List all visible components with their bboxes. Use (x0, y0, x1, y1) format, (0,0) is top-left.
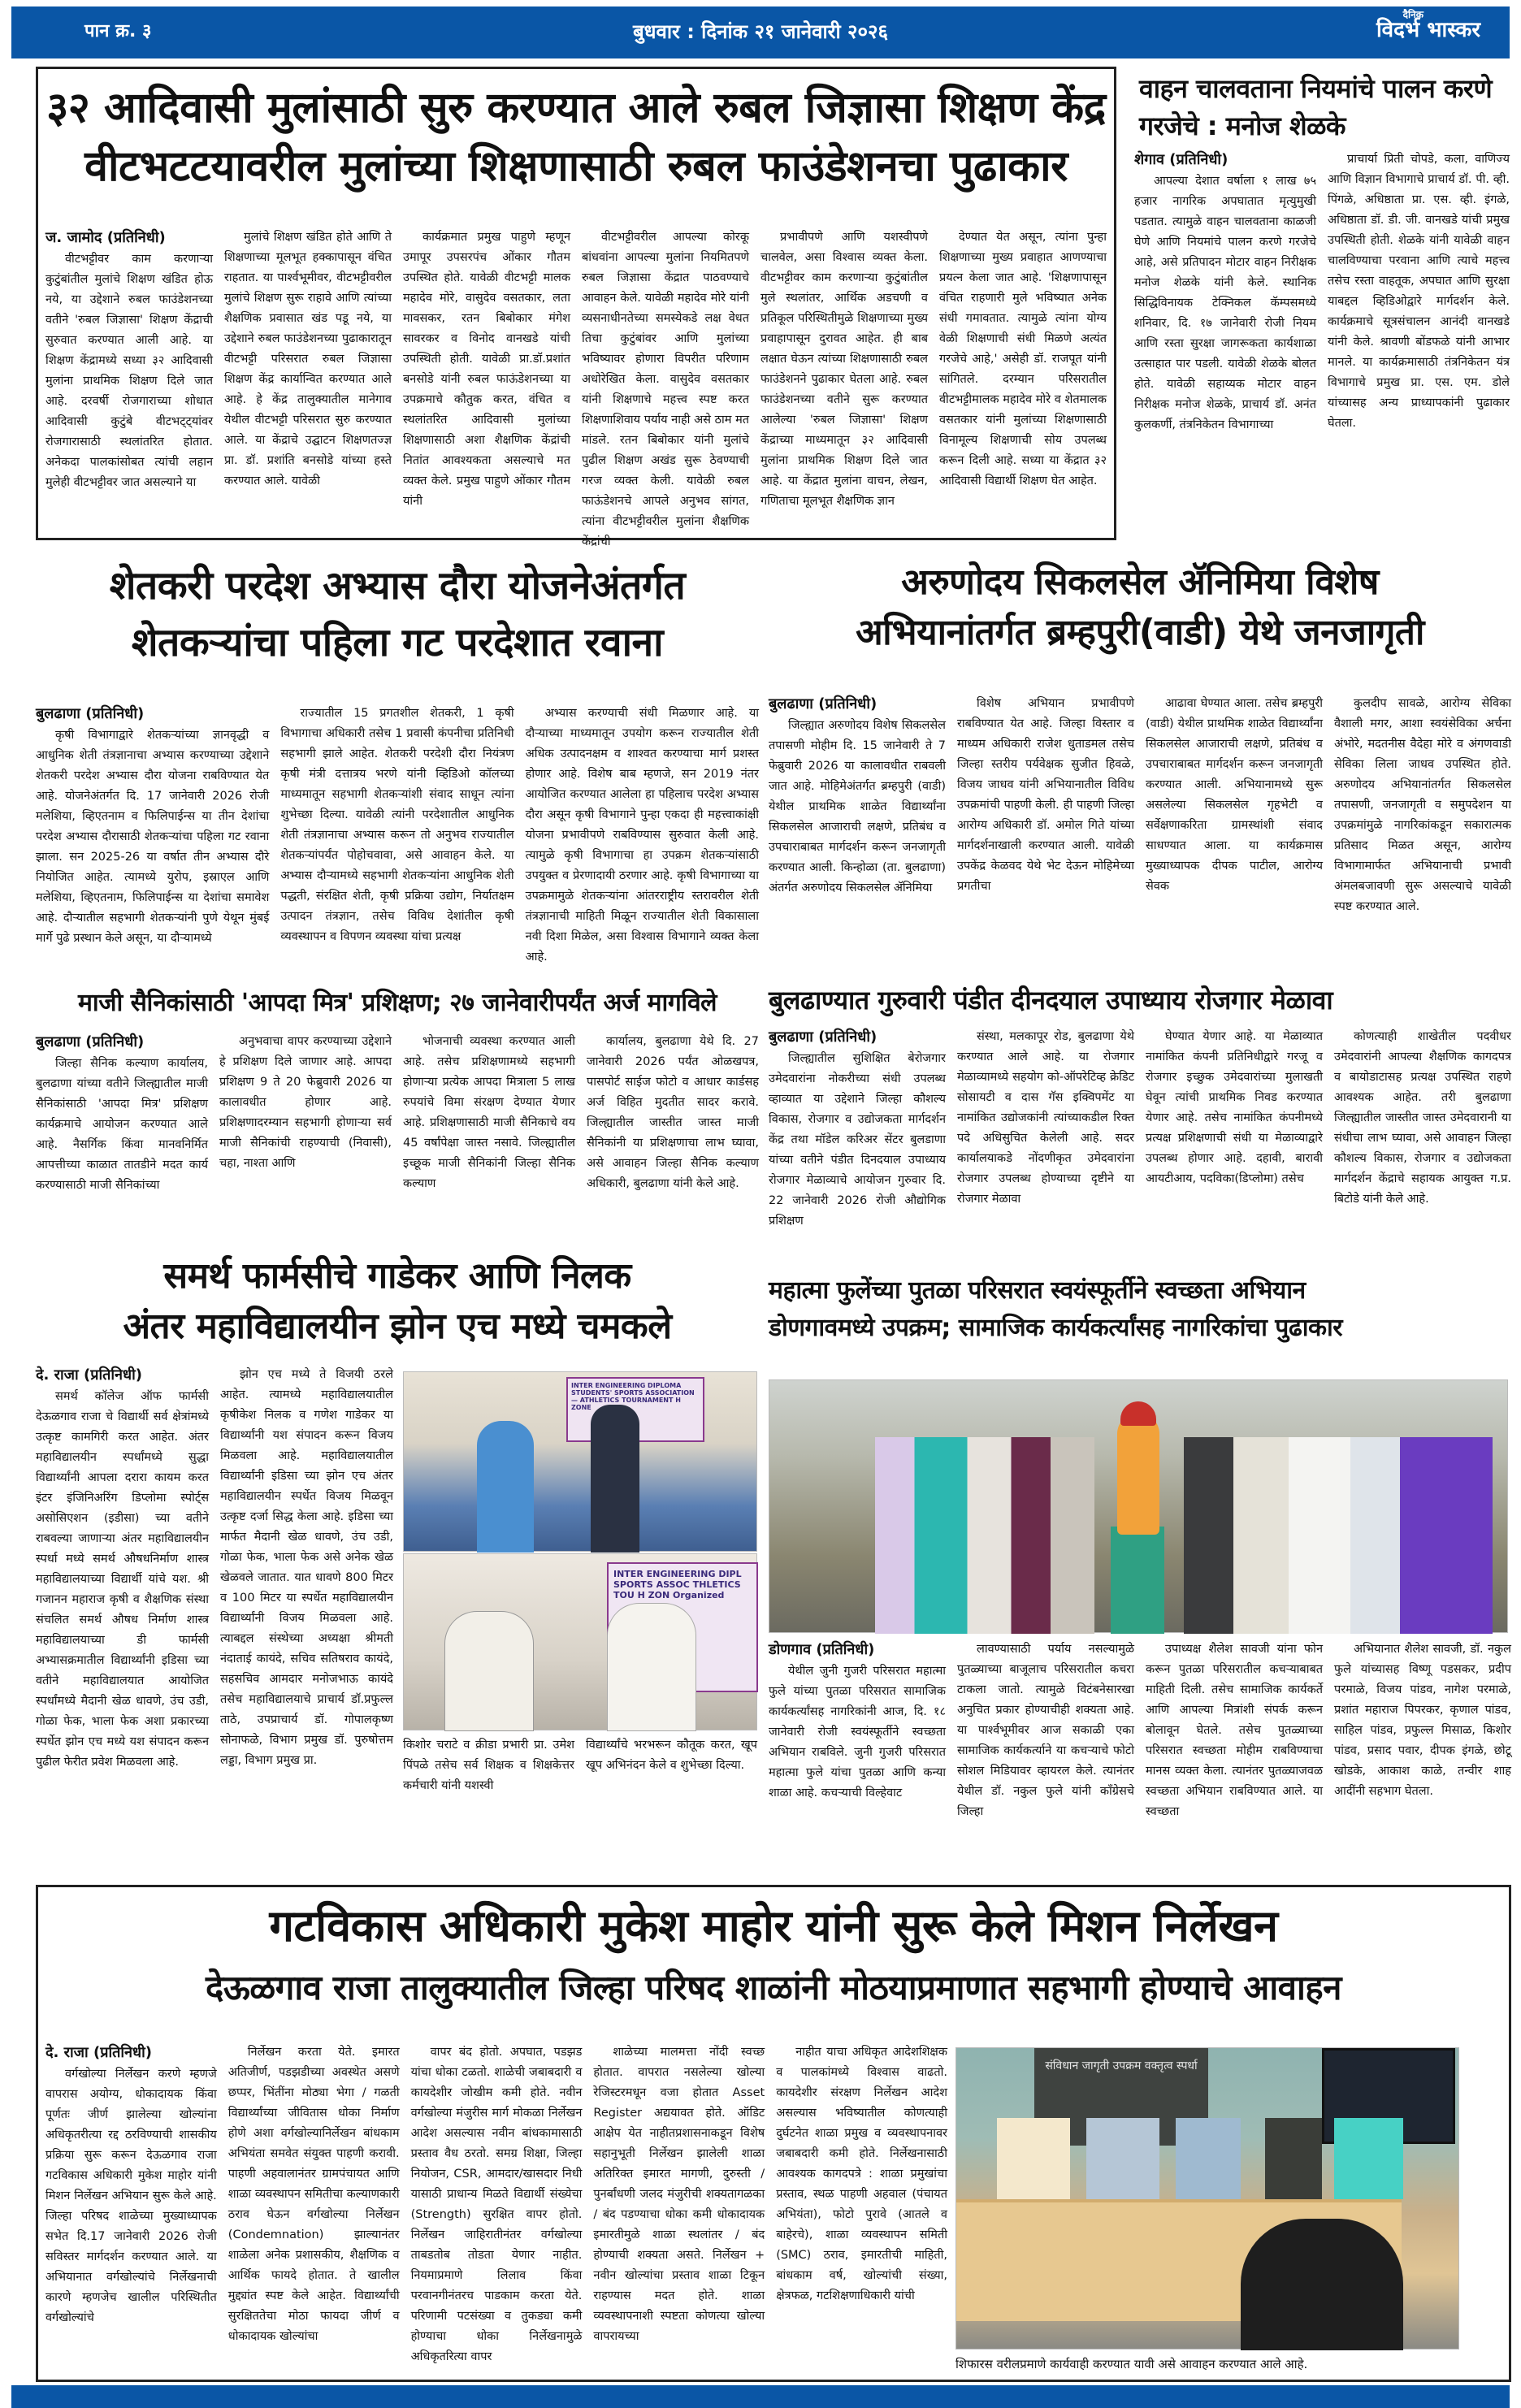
article-column (220, 1365, 393, 1877)
article-column (224, 227, 392, 530)
nirlekhan-body (46, 2042, 947, 2376)
article-text: अभ्यास करण्याची संधी मिळणार आहे. या दौऱ्याच्या माध्यमातून उपयोग करून राज्यातील शेती अधिक उत्पादनक्षम व शाश्वत करण्याचा मार्ग प्रशस्त होणार आहे. विशेष बाब म्हणजे, सन 2019 नंतर आयोजित करण्यात आलेला हा पहिलाच परदेश अभ्यास दौरा असून कृषी विभागाने पुन्हा एकदा ही महत्त्वाकांक्षी योजना प्रभावीपणे राबविण्यास सुरुवात केली आहे. त्यामुळे कृषी विभागाचा हा उपक्रम शेतकऱ्यांसाठी उपयुक्त व प्रेरणादायी ठरणार आहे. कृषी विभागाच्या या उपक्रमामुळे शेतकऱ्यांना आंतरराष्ट्रीय स्तरावरील शेती तंत्रज्ञानाची माहिती मिळून राज्यातील शेती विकासाला नवी दिशा मिळेल, असा विश्वास विभागाने व्यक्त केला आहे. (525, 707, 759, 964)
photo-banner: INTER ENGINEERING DIPLOMA STUDENTS' SPORTS ASSOCIATION — ATHLETICS TOURNAMENT H ZONE (566, 1377, 704, 1442)
headline-vahan: वाहन चालवताना नियमांचे पालन करणे गरजेचे : मनोज शेळके (1139, 73, 1493, 141)
statue-pedestal (1111, 1527, 1164, 1634)
article-column (403, 227, 570, 530)
article-column (411, 2042, 583, 2376)
aapda-body (36, 1032, 759, 1235)
article-column (1334, 1639, 1511, 1877)
article-column (1146, 1639, 1323, 1877)
article-text: कृषी विभागाद्वारे शेतकऱ्यांच्या ज्ञानवृद्धी व आधुनिक शेती तंत्रज्ञानाचा अभ्यास करण्याच्या उद्देशाने शेतकरी परदेश अभ्यास दौरा योजना राबविण्यात येत आहे. योजनेअंतर्गत दि. 17 जानेवारी 2026 रोजी मलेशिया, व्हिएतनाम व फिलिपाईन्स या तीन देशांचा परदेश अभ्यास दौरासाठी शेतकऱ्यांचा पहिला गट रवाना झाला. सन 2025-26 या वर्षात तीन अभ्यास दौरे नियोजित आहेत. त्यामध्ये युरोप, इस्राएल आणि मलेशिया, व्हिएतनाम, फिलिपाईन्स या देशांचा समावेश आहे. दौऱ्यातील सहभागी शेतकऱ्यांनी पुणे येथून मुंबई मार्गे पुढे प्रस्थान केले असून, या दौऱ्यामध्ये (36, 729, 270, 945)
samarth-caption (403, 1735, 757, 1800)
article-text: कुलदीप सावळे, आरोग्य सेविका वैशाली मगर, आशा स्वयंसेविका अर्चना अंभोरे, मदतनीस वैदेहा मोरे व अंगणवाडी सेविका लिला जाधव उपस्थित होते. अरुणोदय अभियानांतर्गत सिकलसेल तपासणी, जनजागृती व समुपदेशन या उपक्रमांमुळे नागरिकांकडून सकारात्मक प्रतिसाद मिळत असून, आरोग्य विभागामार्फत अभियानाची प्रभावी अंमलबजावणी सुरू असल्याचे यावेळी स्पष्ट करण्यात आले. (1334, 697, 1511, 913)
article-text: आढावा घेण्यात आला. तसेच ब्रम्हपुरी (वाडी) येथील प्राथमिक शाळेत विद्यार्थ्यांना सिकलसेल आजाराची लक्षणे, प्रतिबंध व उपचाराबाबत मार्गदर्शन करून जनजागृती करण्यात आली. अभियानामध्ये सुरू असलेल्या सिकलसेल गृहभेटी व सर्वेक्षणाकरिता ग्रामस्थांशी संवाद साधण्यात आला. या कार्यक्रमास मुख्याध्यापक दीपक पाटील, आरोग्य सेवक (1146, 697, 1323, 893)
article-text: जिल्ह्यातील सुशिक्षित बेरोजगार उमेदवारांना नोकरीच्या संधी उपलब्ध व्हाव्यात या उद्देशाने जिल्हा कौशल्य विकास, रोजगार व उद्योजकता मार्गदर्शन केंद्र तथा मॉडेल करिअर सेंटर बुलडाणा यांच्या वतीने पंडीत दिनदयाल उपाध्याय रोजगार मेळाव्याचे आयोजन गुरुवार दि. 22 जानेवारी 2026 रोजी औद्योगिक प्रशिक्षण (769, 1052, 946, 1228)
article-text: प्रभावीपणे आणि यशस्वीपणे चालवेल, असा विश्वास व्यक्त केला. वीटभट्टीवर काम करणाऱ्या कुटुंबांतील मुले स्थलांतर, आर्थिक अडचणी व प्रतिकूल परिस्थितीमुळे शिक्षणाच्या मुख्य प्रवाहापासून दुरावत आहेत. ही बाब लक्षात घेऊन त्यांच्या शिक्षणासाठी रुबल फाउंडेशनने पुढाकार घेतला आहे. रुबल फाउंडेशनच्या वतीने सुरू करण्यात आलेल्या 'रुबल जिज्ञासा' शिक्षण केंद्राच्या माध्यमातून ३२ आदिवासी मुलांना प्राथमिक शिक्षण दिले जात आहे. या केंद्रात मुलांना वाचन, लेखन, गणिताचा मूलभूत शैक्षणिक ज्ञान (760, 231, 928, 508)
article-text: नाहीत याचा अधिकृत आदेशशिक्षक व पालकांमध्ये विश्वास वाढतो. कायदेशीर संरक्षण निर्लेखन आदेश असल्यास भविष्यातील कोणत्याही दुर्घटनेत शाळा प्रमुख व व्यवस्थापनावर जबाबदारी कमी होते. निर्लेखनासाठी आवश्यक कागदपत्रे : शाळा प्रमुखांचा प्रस्ताव, स्थळ पाहणी अहवाल (पंचायत अभियंता), फोटो पुरावे (आतले व बाहेरचे), शाळा व्यवस्थापन समिती (SMC) ठराव, इमारतीची माहिती, बांधकाम वर्ष, खोल्यांची संख्या, क्षेत्रफळ, गटशिक्षणाधिकारी यांची (776, 2046, 947, 2302)
article-text: आपल्या देशात वर्षाला १ लाख ७५ हजार नागरिक अपघातात मृत्युमुखी पडतात. त्यामुळे वाहन चालवताना काळजी घेणे आणि नियमांचे पालन करणे गरजेचे आहे, असे प्रतिपादन मोटार वाहन निरीक्षक मनोज शेळके यांनी केले. स्थानिक सिद्धिविनायक टेक्निकल कॅम्पसमध्ये शनिवार, दि. १७ जानेवारी रोजी नियम आणि रस्ता सुरक्षा जागरूकता कार्यशाळा उत्साहात पार पडली. यावेळी शेळके बोलत होते. यावेळी सहाय्यक मोटार वाहन निरीक्षक मनोज शेळके, प्राचार्य डॉ. अनंत कुलकर्णी, तंत्रनिकेतन विभागाच्या (1134, 175, 1316, 431)
article-column (582, 227, 749, 548)
footer-bar (11, 2385, 1510, 2408)
article-text: जिल्ह्यात अरुणोदय विशेष सिकलसेल तपासणी मोहीम दि. 15 जानेवारी ते 7 फेब्रुवारी 2026 या कालावधीत राबवली जात आहे. मोहिमेअंतर्गत ब्रम्हपुरी (वाडी) येथील प्राथमिक शाळेत विद्यार्थ्यांना सिकलसेल आजाराची लक्षणे, प्रतिबंध व उपचाराबाबत मार्गदर्शन करून जनजागृती करण्यात आली. किन्होळा (ता. बुलढाणा) अंतर्गत अरुणोदय सिकलसेल ॲनिमिया (769, 719, 946, 894)
newspaper-brand (1376, 10, 1480, 41)
article-column (587, 1032, 759, 1235)
article-column (1328, 149, 1510, 539)
article-text: कोणत्याही शाखेतील पदवीधर उमेदवारांनी आपल्या शैक्षणिक कागदपत्र व बायोडाटासह प्रत्यक्ष उपस्थित राहणे आवश्यक आहेत. तरी बुलढाणा जिल्ह्यातील जास्तीत जास्त उमेदवारानी या संधीचा लाभ घ्यावा, असे आवाहन जिल्हा कौशल्य विकास, रोजगार व उद्योजकता मार्गदर्शन केंद्राचे सहायक आयुक्त ग.प्र. बिटोडे यांनी केले आहे. (1334, 1030, 1511, 1206)
brand-prefix: दैनिक (1402, 9, 1424, 20)
dateline: ज. जामोद (प्रतिनिधी) (46, 229, 166, 246)
dateline: बुलढाणा (प्रतिनिधी) (769, 1029, 878, 1046)
article-column (36, 1365, 209, 1877)
article-text: देण्यात येत असून, त्यांना पुन्हा शिक्षणाच्या मुख्य प्रवाहात आणण्याचा प्रयत्न केला जात आहे. 'शिक्षणापासून वंचित राहणारी मुले भविष्यात अनेक संधी गमावतात. त्यामुळे त्यांना योग्य वेळी शिक्षणाची संधी मिळणे अत्यंत गरजेचे आहे,' असेही डॉ. राजपूत यांनी सांगितले. दरम्यान परिसरातील वीटभट्टीमालक महादेव मोरे व शेतमालक वसतकार यांनी मुलांच्या शिक्षणासाठी विनामूल्य शिक्षणाची सोय उपलब्ध करून दिली आहे. सध्या या केंद्रात ३२ आदिवासी विद्यार्थी शिक्षण घेत आहेत. (939, 231, 1107, 487)
photo-caption-right: विद्यार्थ्यांचे भरभरून कौतूक करत, खूप खूप अभिनंदन केले व शुभेच्छा दिल्या. (586, 1739, 757, 1772)
article-text: वापर बंद होतो. अपघात, पडझड यांचा धोका टळतो. शाळेची जबाबदारी व कायदेशीर जोखीम कमी होते. नवीन वर्गखोल्या मंजुरीस मार्ग मोकळा निर्लेखन आदेश असल्यास नवीन बांधकामासाठी प्रस्ताव वैध ठरतो. समग्र शिक्षा, जिल्हा नियोजन, CSR, आमदार/खासदार निधी यासाठी प्राधान्य मिळते विद्यार्थी संख्येचा (Strength) सुरक्षित वापर होतो. निर्लेखन जाहिरातीनंतर वर्गखोल्या ताबडतोब तोडता येणार नाहीत. नियमाप्रमाणे लिलाव किंवा परवानगीनंतरच पाडकाम करता येते. परिणामी पटसंख्या व तुकड्या कमी होण्याचा धोका निर्लेखनामुळे अधिकृतरित्या वापर (410, 2046, 583, 2363)
headline-phule-1: महात्मा फुलेंच्या पुतळा परिसरात स्वयंस्फूर्तीने स्वच्छता अभियान (769, 1276, 1306, 1305)
article-aapda (36, 983, 759, 1235)
article-column (769, 1639, 946, 1877)
dateline: बुलढाणा (प्रतिनिधी) (36, 705, 145, 722)
rubal-body (46, 227, 1107, 548)
dateline: शेगाव (प्रतिनिधी) (1134, 151, 1228, 168)
person-group-right (1184, 1437, 1493, 1634)
article-column (769, 694, 946, 929)
masthead (11, 6, 1510, 58)
article-text: वीटभट्टीवरील आपल्या कोरकू बांधवांना आपल्या मुलांना नियमितपणे रुबल जिज्ञासा केंद्रात पाठवण्याचे आवाहन केले. यावेळी महादेव मोरे यांनी व्यसनाधीनतेच्या समस्येकडे लक्ष वेधत तिचा कुटुंबांवर आणि मुलांच्या भविष्यावर होणारा विपरीत परिणाम अधोरेखित केला. वासुदेव वसतकार यांनी शिक्षणाचे महत्त्व स्पष्ट करत शिक्षणाशिवाय पर्याय नाही असे ठाम मत मांडले. रतन बिबोकार यांनी मुलांचे पुढील शिक्षण अखंड सुरू ठेवण्याची गरज व्यक्त केली. यावेळी रुबल फाऊंडेशनचे आपले अनुभव सांगत, त्यांना वीटभट्टीवरील मुलांना शैक्षणिक केंद्रांची (582, 231, 749, 548)
article-text: प्राचार्या प्रिती चोपडे, कला, वाणिज्य आणि विज्ञान विभागाचे प्राचार्य डॉ. पी. व्ही. पिंगळे, अधिष्ठाता प्रा. एस. व्ही. इंगळे, अधिष्ठाता डॉ. डी. जी. वानखडे यांची प्रमुख उपस्थिती होती. शेळके यांनी यावेळी वाहन चालविण्याचा परवाना आणि त्याचे महत्त्व तसेच रस्ता वाहतूक, अपघात आणि सुरक्षा याबद्दल व्हिडिओद्वारे मार्गदर्शन केले. कार्यक्रमाचे सूत्रसंचालन आनंदी वानखडे यांनी केले. श्रावणी बोंडफळे यांनी आभार मानले. या कार्यक्रमासाठी तंत्रनिकेतन यंत्र विभागाचे प्रमुख प्रा. एस. एम. डोले यांच्यासह अन्य प्राध्यापकांनी पुढाकार घेतला. (1328, 153, 1510, 430)
statue-cleanup-photo (769, 1379, 1508, 1633)
headline-aapda: माजी सैनिकांसाठी 'आपदा मित्र' प्रशिक्षण; २७ जानेवारीपर्यंत अर्ज मागविले (77, 989, 717, 1017)
article-column (1146, 1027, 1323, 1248)
article-arunoday (769, 557, 1511, 931)
brand-name: विदर्भ भास्कर (1376, 18, 1480, 42)
headline-rojgar: बुलढाण्यात गुरुवारी पंडीत दीनदयाल उपाध्याय रोजगार मेळावा (769, 985, 1333, 1016)
issue-date: बुधवार : दिनांक २१ जानेवारी २०२६ (633, 20, 888, 43)
article-shetkari (36, 557, 759, 964)
dateline: दे. राजा (प्रतिनिधी) (36, 1366, 142, 1384)
article-text: अभियानात शैलेश सावजी, डॉ. नकुल फुले यांच्यासह विष्णू पडसकर, प्रदीप परमाळे, विजय पांडव, नागेश परमाळे, प्रशांत महाराज पिपरकर, कृणाल पांडव, साहिल पांडव, प्रफुल्ल मिसाळ, किशोर पांडव, प्रसाद पवार, दीपक इंगळे, छोटू खोडके, आकाश काळे, तन्वीर शाह आदींनी सहभाग घेतला. (1334, 1643, 1511, 1798)
blackboard: संविधान जागृती उपक्रम वक्तृत्व स्पर्धा (1034, 2048, 1208, 2146)
article-text: शाळेच्या मालमत्ता नोंदी स्वच्छ होतात. वापरात नसलेल्या खोल्या रेजिस्टरमधून वजा होतात Asset Register अद्ययावत होते. ऑडिट आक्षेप येत नाहीतप्रशासनाकडून विशेष सहानुभूती निर्लेखन झालेली शाळा अतिरिक्त इमारत मागणी, दुरुस्ती / पुनर्बांधणी जलद मंजुरीची शक्यतागळका / बंद पडण्याचा धोका कमी धोकादायक इमारतीमुळे शाळा स्थलांतर / बंद होण्याची शक्यता असते. निर्लेखन + नवीन खोल्यांचा प्रस्ताव शाळा टिकून राहण्यास मदत होते. शाळा व्यवस्थापनाशी स्पष्टता कोणत्या खोल्या वापरायच्या (593, 2046, 765, 2343)
meeting-photo (956, 2047, 1459, 2350)
statue-bust (1117, 1413, 1159, 1535)
article-text: निर्लेखन करता येते. इमारत अतिजीर्ण, पडझडीच्या अवस्थेत असणे छप्पर, भिंतींना मोठ्या भेगा / गळती विद्यार्थ्यांच्या जीवितास धोका निर्माण होणे अशा वर्गखोल्यानिर्लेखन बांधकाम अभियंता समवेत संयुक्त पाहणी करावी. पाहणी अहवालानंतर ग्रामपंचायत आणि शाळा व्यवस्थापन समितीचा कल्याणकारी ठराव घेऊन वर्गखोल्या निर्लेखन (Condemnation) झाल्यानंतर शाळेला अनेक प्रशासकीय, शैक्षणिक व आर्थिक फायदे होतात. ते खालील मुद्द्यांत स्पष्ट केले आहेत. विद्यार्थ्यांची सुरक्षिततेचा मोठा फायदा जीर्ण व धोकादायक खोल्यांचा (228, 2046, 400, 2343)
article-text: राज्यातील 15 प्रगतशील शेतकरी, 1 कृषी विभागाचा अधिकारी तसेच 1 प्रवासी कंपनीचा प्रतिनिधी सहभागी झाले आहेत. शेतकरी परदेशी दौरा नियंत्रण कृषी मंत्री दत्तात्रय भरणे यांनी व्हिडिओ कॉलच्या माध्यमातून सहभागी शेतकऱ्यांशी संवाद साधून त्यांना शुभेच्छा दिल्या. यावेळी त्यांनी परदेशातील आधुनिक शेती तंत्रज्ञानाचा अभ्यास करून तो अनुभव राज्यातील शेतकऱ्यांपर्यंत पोहोचवावा, असे आवाहन केले. या अभ्यास दौऱ्यामध्ये सहभागी शेतकऱ्यांना आधुनिक शेती पद्धती, संरक्षित शेती, कृषी प्रक्रिया उद्योग, निर्यातक्षम उत्पादन तंत्रज्ञान, तसेच विविध देशांतील कृषी व्यवस्थापन व विपणन व्यवस्था यांचा प्रत्यक्ष (280, 707, 514, 943)
article-column (593, 2042, 765, 2376)
article-column (46, 2042, 217, 2376)
meeting-photo-caption: शिफारस वरीलप्रमाणे कार्यवाही करण्यात यावी असे आवाहन करण्यात आले आहे. (956, 2357, 1308, 2371)
article-column (1146, 694, 1323, 929)
person-student (607, 1603, 696, 1731)
page-number: पान क्र. ३ (84, 21, 152, 41)
rojgar-body (769, 1027, 1511, 1248)
article-column (525, 704, 759, 964)
statue-turban (1120, 1401, 1156, 1426)
article-column (36, 1032, 208, 1235)
article-vahan (1131, 70, 1511, 541)
article-phule (769, 1272, 1511, 1877)
photo-banner: INTER ENGINEERING DIPL SPORTS ASSOC THLETICS TOU H ZON Organized (607, 1562, 758, 1692)
article-column (1134, 149, 1316, 539)
article-column (228, 2042, 400, 2376)
article-text: अनुभवाचा वापर करण्याच्या उद्देशाने हे प्रशिक्षण दिले जाणार आहे. आपदा प्रशिक्षण 9 ते 20 फेब्रुवारी 2026 या कालावधीत होणार आहे. प्रशिक्षणादरम्यान सहभागी होणाऱ्या सर्व माजी सैनिकांची राहण्याची (निवासी), चहा, नाश्ता आणि (219, 1035, 392, 1170)
headline-phule-2: डोणगावमध्ये उपक्रम; सामाजिक कार्यकर्त्यांसह नागरिकांचा पुढाकार (769, 1314, 1343, 1342)
article-column (46, 227, 213, 530)
article-column (403, 1032, 575, 1235)
headline-arunoday-1: अरुणोदय सिकलसेल ॲनिमिया विशेष (901, 561, 1379, 603)
article-text: जिल्हा सैनिक कल्याण कार्यालय, बुलढाणा यांच्या वतीने जिल्ह्यातील माजी सैनिकांसाठी 'आपदा मित्र' प्रशिक्षण कार्यक्रमाचे आयोजन करण्यात आले आहे. नैसर्गिक किंवा मानवनिर्मित आपत्तीच्या काळात तातडीने मदत कार्य करण्यासाठी माजी सैनिकांच्या (36, 1057, 208, 1192)
headline-rubal-1: ३२ आदिवासी मुलांसाठी सुरु करण्यात आले रुबल जिज्ञासा शिक्षण केंद्र (46, 84, 1106, 132)
article-text: वर्गखोल्या निर्लेखन करणे म्हणजे वापरास अयोग्य, धोकादायक किंवा पूर्णतः जीर्ण झालेल्या खोल्यांना अधिकृतरीत्या रद्द ठरविण्याची शासकीय प्रक्रिया सुरू करून देऊळगाव राजा गटविकास अधिकारी मुकेश माहोर यांनी मिशन निर्लेखन अभियान सुरू केले आहे. जिल्हा परिषद शाळेच्या मुख्याध्यापक सभेत दि.17 जानेवारी 2026 रोजी सविस्तर मार्गदर्शन करण्यात आले. या अभियानात वर्गखोल्यांचे निर्लेखनाची कारणे म्हणजेच खालील परिस्थितीत वर्गखोल्यांचे (46, 2068, 217, 2324)
article-column (776, 2042, 947, 2376)
article-column (939, 227, 1107, 530)
article-column (760, 227, 928, 530)
headline-samarth-1: समर्थ फार्मसीचे गाडेकर आणि निलक (163, 1255, 631, 1297)
article-text: वीटभट्टीवर काम करणाऱ्या कुटुंबांतील मुलांचे शिक्षण खंडित होऊ नये, या उद्देशाने रुबल फाउंडेशनच्या वतीने 'रुबल जिज्ञासा' शिक्षण केंद्राची सुरुवात करण्यात आली आहे. या शिक्षण केंद्रामध्ये सध्या ३२ आदिवासी मुलांना प्राथमिक शिक्षण दिले जात आहे. दरवर्षी रोजगाराच्या शोधात आदिवासी कुटुंबे वीटभट्ट्यांवर रोजगारासाठी स्थलांतरित होतात. अनेकदा पालकांसोबत त्यांची लहान मुलेही वीटभट्टीवर जात असल्याने या (46, 253, 213, 489)
dateline: डोणगाव (प्रतिनिधी) (769, 1641, 875, 1658)
article-column (1334, 1027, 1511, 1248)
person-student (591, 1405, 639, 1553)
headline-nirlekhan-1: गटविकास अधिकारी मुकेश माहोर यांनी सुरू केले मिशन निर्लेखन (269, 1900, 1278, 1951)
article-column (957, 1639, 1134, 1877)
article-text: समर्थ कॉलेज ऑफ फार्मसी देऊळगाव राजा चे विद्यार्थी सर्व क्षेत्रांमध्ये उत्कृष्ट कामगिरी करत आहेत. अंतर महाविद्यालयीन स्पर्धांमध्ये सुद्धा विद्यार्थ्यांनी आपला दरारा कायम करत इंटर इंजिनिअरिंग डिप्लोमा स्पोर्ट्स असोसिएशन (इडीसा) च्या वतीने राबवल्या जाणाऱ्या अंतर महाविद्यालयीन स्पर्धा मध्ये समर्थ औषधनिर्माण शास्त्र महाविद्यालयाच्या विद्यार्थी यांचे यश. श्री गजानन महाराज कृषी व शैक्षणिक संस्था संचलित समर्थ औषध निर्माण शास्त्र महाविद्यालयाच्या डी फार्मसी अभ्यासक्रमातील विद्यार्थ्यांनी इडिसा च्या वतीने महाविद्यालयात आयोजित स्पर्धांमध्ये मैदानी खेळ धावणे, उंच उडी, गोळा फेक, भाला फेक अशा प्रकारच्या स्पर्धेत झोन एच मध्ये यश संपादन करून पुढील फेरीत प्रवेश मिळवला आहे. (36, 1390, 209, 1769)
person-woman (477, 1421, 534, 1553)
article-text: कार्यालय, बुलढाणा येथे दि. 27 जानेवारी 2026 पर्यंत ओळखपत्र, पासपोर्ट साईज फोटो व आधार कार्डसह अर्ज विहित मुदतीत सादर करावे. जिल्ह्यातील जास्तीत जास्त माजी सैनिकांनी या प्रशिक्षणाचा लाभ घ्यावा, असे आवाहन जिल्हा सैनिक कल्याण अधिकारी, बुलढाणा यांनी केले आहे. (587, 1035, 759, 1190)
shetkari-body (36, 704, 759, 964)
article-text: झोन एच मध्ये ते विजयी ठरले आहेत. त्यामध्ये महाविद्यालयातील कृषीकेश निलक व गणेश गाडेकर या विद्यार्थ्यांनी यश संपादन करून विजय मिळवला आहे. महाविद्यालयातील विद्यार्थ्यांनी इडिसा च्या झोन एच अंतर महाविद्यालयीन स्पर्धेत विजय मिळवून उत्कृष्ट दर्जा सिद्ध केला आहे. इडिसा च्या मार्फत मैदानी खेळ धावणे, उंच उडी, गोळा फेक, भाला फेक असे अनेक खेळ खेळवले जातात. यात धावणे 800 मिटर व 100 मिटर या स्पर्धेत महाविद्यालयीन विद्यार्थ्यांनी विजय मिळवला आहे. त्याबद्दल संस्थेच्या अध्यक्षा श्रीमती नंदाताई कायंदे, सचिव सतिषराव कायंदे, सहसचिव आमदार मनोजभाऊ कायंदे तसेच महाविद्यालयाचे प्राचार्य डॉ.प्रफुल्ल ताठे, उपप्राचार्य डॉ. गोपालकृष्ण सोनाफळे, विभाग प्रमुख डॉ. पुरुषोत्तम लड्डा, विभाग प्रमुख प्रा. (220, 1368, 393, 1767)
article-column (219, 1032, 392, 1235)
headline-shetkari-2: शेतकऱ्यांचा पहिला गट परदेशात रवाना (131, 620, 664, 665)
headline-shetkari-1: शेतकरी परदेश अभ्यास दौरा योजनेअंतर्गत (109, 563, 686, 608)
dateline: बुलढाणा (प्रतिनिधी) (769, 695, 878, 712)
award-photo-1 (403, 1371, 757, 1552)
article-rojgar (769, 980, 1511, 1248)
arunoday-body (769, 694, 1511, 929)
article-text: संस्था, मलकापूर रोड, बुलढाणा येथे करण्यात आले आहे. या रोजगार मेळाव्यामध्ये सहयोग को-ऑपरेटिव्ह क्रेडिट सोसायटी व दास गॅस इक्विपमेंट या नामांकित उद्योजकांनी त्यांच्याकडील रिक्त पदे अधिसुचित केलेली आहे. सदर कार्यालयाकडे नोंदणीकृत उमेदवारांना रोजगार उपलब्ध होण्याच्या दृष्टीने या रोजगार मेळावा (957, 1030, 1134, 1206)
audience-member (1241, 2219, 1403, 2350)
article-column (1334, 694, 1511, 929)
headline-nirlekhan-2: देऊळगाव राजा तालुक्यातील जिल्हा परिषद शाळांनी मोठयाप्रमाणात सहभागी होण्याचे आवाहन (206, 1968, 1341, 2007)
vahan-body (1134, 149, 1510, 539)
article-text: उपाध्यक्ष शैलेश सावजी यांना फोन करून पुतळा परिसरातील कचऱ्याबाबत माहिती दिली. तसेच सामाजिक कार्यकर्ते आणि आपल्या मित्रांशी संपर्क करून बोलावून घेतले. तसेच पुतळ्याच्या परिसरात स्वच्छता मोहीम राबविण्याचा मानस व्यक्त केला. त्यानंतर पुतळ्याजवळ स्वच्छता अभियान राबविण्यात आले. या स्वच्छता (1146, 1643, 1323, 1818)
article-text: विशेष अभियान प्रभावीपणे राबविण्यात येत आहे. जिल्हा विस्तार व माध्यम अधिकारी राजेश धुताडमल तसेच जिल्हा स्तरीय पर्यवेक्षक सुजीत हिवळे, विजय जाधव यांनी अभियानातील विविध उपक्रमांची पाहणी केली. ही पाहणी जिल्हा आरोग्य अधिकारी डॉ. अमोल गिते यांच्या मार्गदर्शनाखाली करण्यात आली. यावेळी उपकेंद्र केळवद येथे भेट देऊन मोहिमेच्या प्रगतीचा (957, 697, 1134, 893)
article-column (957, 1027, 1134, 1248)
samarth-body (36, 1365, 393, 1877)
phule-body (769, 1639, 1511, 1877)
article-column (769, 1027, 946, 1248)
person-group-left (875, 1437, 1094, 1634)
dateline: बुलढाणा (प्रतिनिधी) (36, 1033, 145, 1050)
article-column (36, 704, 270, 945)
article-text: कार्यक्रमात प्रमुख पाहुणे म्हणून उमापूर उपसरपंच ओंकार गौतम उपस्थित होते. यावेळी वीटभट्टी मालक महादेव मोरे, वासुदेव वसतकार, लता मावसकर, रतन बिबोकार मंगेश सावरकर व विनोद वानखडे यांची उपस्थिती होती. यावेळी प्रा.डॉ.प्रशांत बनसोडे यांनी रुबल फाऊंडेशनच्या या उपक्रमाचे कौतुक करत, वंचित व स्थलांतरित आदिवासी मुलांच्या शिक्षणासाठी अशा शैक्षणिक केंद्रांची नितांत आवश्यकता असल्याचे मत व्यक्त केले. प्रमुख पाहुणे ओंकार गौतम यांनी (403, 231, 570, 508)
photo-caption-left: किशोर चराटे व क्रीडा प्रभारी प्रा. उमेश पिंपळे तसेच सर्व शिक्षक व शिक्षकेत्तर कर्मचारी यांनी यशस्वी (403, 1739, 574, 1792)
article-column (280, 704, 514, 941)
article-text: घेण्यात येणार आहे. या मेळाव्यात नामांकित कंपनी प्रतिनिधीद्वारे गरजू व रोजगार इच्छुक उमेदवारांच्या मुलाखती घेवून त्यांची प्राथमिक निवड करण्यात येणार आहे. तसेच नामांकित कंपनीमध्ये प्रत्यक्ष प्रशिक्षणाची संधी या मेळाव्याद्वारे उपलब्ध होणार आहे. दहावी, बारावी आयटीआय, पदविका(डिप्लोमा) तसेच (1146, 1030, 1323, 1185)
headline-arunoday-2: अभियानांतर्गत ब्रम्हपुरी(वाडी) येथे जनजागृती (856, 612, 1424, 653)
person-teacher (444, 1611, 534, 1731)
award-photo-2 (403, 1553, 757, 1730)
article-text: भोजनाची व्यवस्था करण्यात आली आहे. तसेच प्रशिक्षणामध्ये सहभागी होणाऱ्या प्रत्येक आपदा मित्राला 5 लाख रुपयांचे विमा संरक्षण देण्यात येणार आहे. प्रशिक्षणासाठी माजी सैनिकाचे वय 45 वर्षांपेक्षा जास्त नसावे. जिल्ह्यातील इच्छूक माजी सैनिकांनी जिल्हा सैनिक कल्याण (403, 1035, 575, 1190)
article-text: मुलांचे शिक्षण खंडित होते आणि ते शिक्षणाच्या मूलभूत हक्कापासून वंचित राहतात. या पार्श्वभूमीवर, वीटभट्टीवरील मुलांचे शिक्षण सुरू राहावे आणि त्यांच्या शैक्षणिक प्रवासात खंड पडू नये, या उद्देशाने रुबल फाउंडेशनच्या पुढाकारातून वीटभट्टी परिसरात रुबल जिज्ञासा शिक्षण केंद्र कार्यान्वित करण्यात आले आहे. हे केंद्र तालुक्यातील मानेगाव येथील वीटभट्टी परिसरात सुरु करण्यात आले. या केंद्राचे उद्घाटन शिक्षणतज्ज्ञ प्रा. डॉ. प्रशांति बनसोडे यांच्या हस्ते करण्यात आले. यावेळी (224, 231, 392, 487)
dateline: दे. राजा (प्रतिनिधी) (46, 2044, 152, 2061)
headline-rubal-2: वीटभटटयावरील मुलांच्या शिक्षणासाठी रुबल फाउंडेशनचा पुढाकार (84, 142, 1068, 191)
article-column (957, 694, 1134, 929)
article-samarth (36, 1251, 759, 1877)
headline-samarth-2: अंतर महाविद्यालयीन झोन एच मध्ये चमकले (123, 1306, 672, 1347)
article-text: लावण्यासाठी पर्याय नसल्यामुळे पुतळ्याच्या बाजूलाच परिसरातील कचरा टाकला जातो. त्यामुळे विटंबनेसारखा अनुचित प्रकार होण्याचीही शक्यता आहे. या पार्श्वभूमीवर आज सकाळी एका सामाजिक कार्यकर्त्याने या कचऱ्याचे फोटो सोशल मिडियावर व्हायरल केले. त्यानंतर येथील डॉ. नकुल फुले यांनी कॉंग्रेसचे जिल्हा (957, 1643, 1134, 1818)
seated-officials (997, 2118, 1403, 2199)
article-text: येथील जुनी गुजरी परिसरात महात्मा फुले यांच्या पुतळा परिसरात सामाजिक कार्यकर्त्यांसह नागरिकांनी आज, दि. १८ जानेवारी रोजी स्वयंस्फूर्तीने स्वच्छता अभियान राबविले. जुनी गुजरी परिसरात महात्मा फुले यांचा पुतळा आणि कन्या शाळा आहे. कचऱ्याची विल्हेवाट (769, 1665, 946, 1800)
